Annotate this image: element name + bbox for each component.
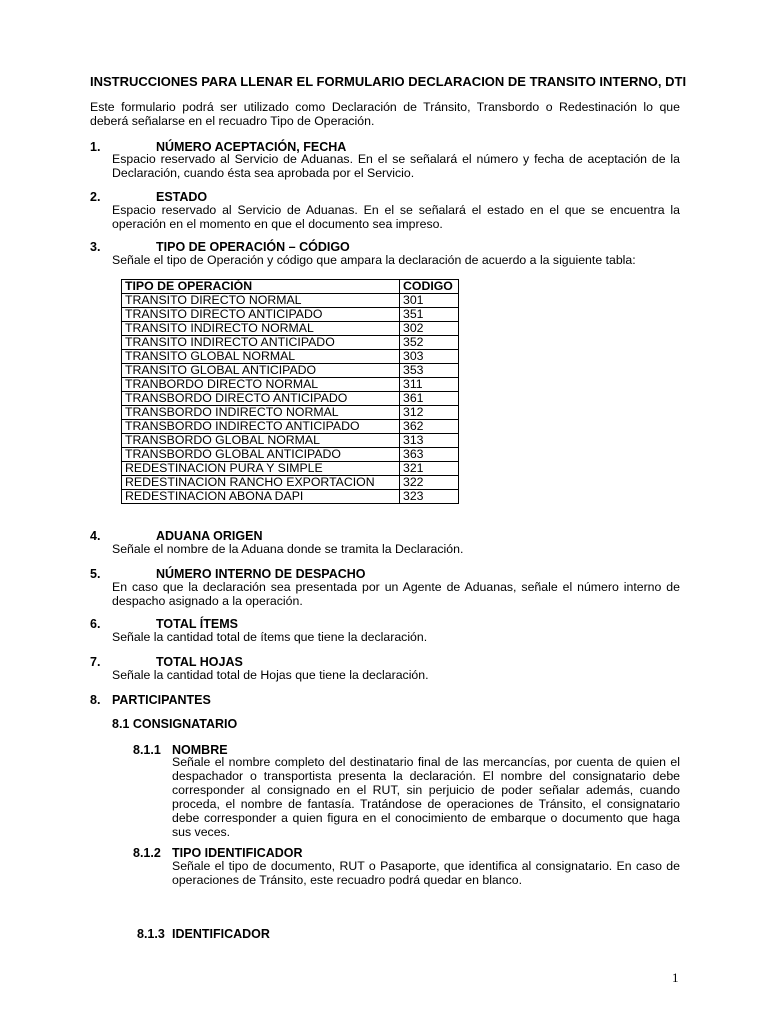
table-row [122,308,459,322]
table-row [122,434,459,448]
table-row [122,476,459,490]
table-cell-operation: TRANSITO DIRECTO NORMAL [122,294,400,308]
table-cell-operation: TRANSITO DIRECTO ANTICIPADO [122,308,400,322]
section-2-body: Espacio reservado al Servicio de Aduanas. En el se señalará el estado en el que se encuentra la operación en el momento en que el documento sea impreso. [112,203,680,231]
section-8-number: 8. [90,693,101,707]
section-7-number: 7. [90,655,101,669]
table-row [122,490,459,504]
table-cell-code: 363 [400,448,459,462]
table-cell-code: 312 [400,406,459,420]
section-5-number: 5. [90,567,101,581]
table-cell-operation: TRANSBORDO GLOBAL ANTICIPADO [122,448,400,462]
table-cell-operation: TRANSITO INDIRECTO NORMAL [122,322,400,336]
table-cell-operation: TRANSITO INDIRECTO ANTICIPADO [122,336,400,350]
section-6-heading: TOTAL ÍTEMS [156,617,238,631]
table-cell-code: 313 [400,434,459,448]
section-1-body: Espacio reservado al Servicio de Aduanas. En el se señalará el número y fecha de aceptación de la Declaración, cuando ésta sea aprobada por el Servicio. [112,152,680,180]
table-cell-operation: TRANSITO GLOBAL ANTICIPADO [122,364,400,378]
table-row [122,462,459,476]
table-header-row [122,280,459,294]
table-cell-code: 323 [400,490,459,504]
table-cell-operation: REDESTINACION ABONA DAPI [122,490,400,504]
table-row [122,448,459,462]
section-7-body: Señale la cantidad total de Hojas que tiene la declaración. [112,668,429,682]
table-header-operation: TIPO DE OPERACIÓN [122,280,400,294]
section-4-heading: ADUANA ORIGEN [156,529,263,543]
table-cell-code: 301 [400,294,459,308]
item-8-1-1-heading: NOMBRE [172,743,228,757]
section-4-number: 4. [90,529,101,543]
table-cell-operation: TRANSBORDO INDIRECTO ANTICIPADO [122,420,400,434]
table-cell-operation: REDESTINACION PURA Y SIMPLE [122,462,400,476]
table-row [122,420,459,434]
table-cell-code: 311 [400,378,459,392]
table-cell-operation: TRANSBORDO DIRECTO ANTICIPADO [122,392,400,406]
table-row [122,406,459,420]
table-cell-code: 361 [400,392,459,406]
table-row [122,336,459,350]
section-8-heading: PARTICIPANTES [112,693,211,707]
table-cell-code: 362 [400,420,459,434]
table-cell-operation: TRANBORDO DIRECTO NORMAL [122,378,400,392]
subsection-8-1-heading: 8.1 CONSIGNATARIO [112,717,238,731]
section-3-number: 3. [90,240,101,254]
section-1-number: 1. [90,140,101,154]
table-cell-operation: REDESTINACION RANCHO EXPORTACION [122,476,400,490]
table-cell-code: 353 [400,364,459,378]
table-header-code: CODIGO [400,280,459,294]
table-row [122,350,459,364]
item-8-1-1-body: Señale el nombre completo del destinatario final de las mercancías, por cuenta de quien el despachador o transportista presenta la declaración. El nombre del consignatario debe corresponder al consignado en el RUT, sin perjuicio de poder señalar además, cuando proceda, el nombre de fantasía. Tratándose de operaciones de Tránsito, el consignatario debe corresponder a quien figura en el conocimiento de embarque o documento que haga sus veces. [172,755,680,839]
section-5-heading: NÚMERO INTERNO DE DESPACHO [156,567,366,581]
table-cell-code: 322 [400,476,459,490]
table-cell-operation: TRANSBORDO INDIRECTO NORMAL [122,406,400,420]
item-8-1-2-heading: TIPO IDENTIFICADOR [172,846,303,860]
section-6-body: Señale la cantidad total de ítems que tiene la declaración. [112,630,428,644]
table-row [122,392,459,406]
table-cell-code: 321 [400,462,459,476]
operation-codes-table [121,279,459,504]
table-row [122,378,459,392]
page-number: 1 [672,970,679,985]
table-cell-code: 302 [400,322,459,336]
table-cell-code: 351 [400,308,459,322]
section-2-number: 2. [90,190,101,204]
section-1-heading: NÚMERO ACEPTACIÓN, FECHA [156,140,347,154]
item-8-1-3-number: 8.1.3 [137,927,165,941]
table-row [122,294,459,308]
table-row [122,364,459,378]
intro-paragraph: Este formulario podrá ser utilizado como Declaración de Tránsito, Transbordo o Redestinación lo que deberá señalarse en el recuadro Tipo de Operación. [90,100,680,128]
section-6-number: 6. [90,617,101,631]
section-3-heading: TIPO DE OPERACIÓN – CÓDIGO [156,240,350,254]
table-cell-code: 352 [400,336,459,350]
section-2-heading: ESTADO [156,190,208,204]
section-5-body: En caso que la declaración sea presentada por un Agente de Aduanas, señale el número interno de despacho asignado a la operación. [112,580,680,608]
table-cell-code: 303 [400,350,459,364]
item-8-1-2-number: 8.1.2 [133,846,161,860]
item-8-1-3-heading: IDENTIFICADOR [172,927,270,941]
section-4-body: Señale el nombre de la Aduana donde se tramita la Declaración. [112,542,464,556]
item-8-1-2-body: Señale el tipo de documento, RUT o Pasaporte, que identifica al consignatario. En caso de operaciones de Tránsito, este recuadro podrá quedar en blanco. [172,859,680,887]
item-8-1-1-number: 8.1.1 [133,743,161,757]
table-cell-operation: TRANSBORDO GLOBAL NORMAL [122,434,400,448]
section-3-body: Señale el tipo de Operación y código que ampara la declaración de acuerdo a la siguiente tabla: [112,253,636,267]
table-row [122,322,459,336]
section-7-heading: TOTAL HOJAS [156,655,243,669]
document-title: INSTRUCCIONES PARA LLENAR EL FORMULARIO DECLARACION DE TRANSITO INTERNO, DTI [90,74,687,89]
table-cell-operation: TRANSITO GLOBAL NORMAL [122,350,400,364]
